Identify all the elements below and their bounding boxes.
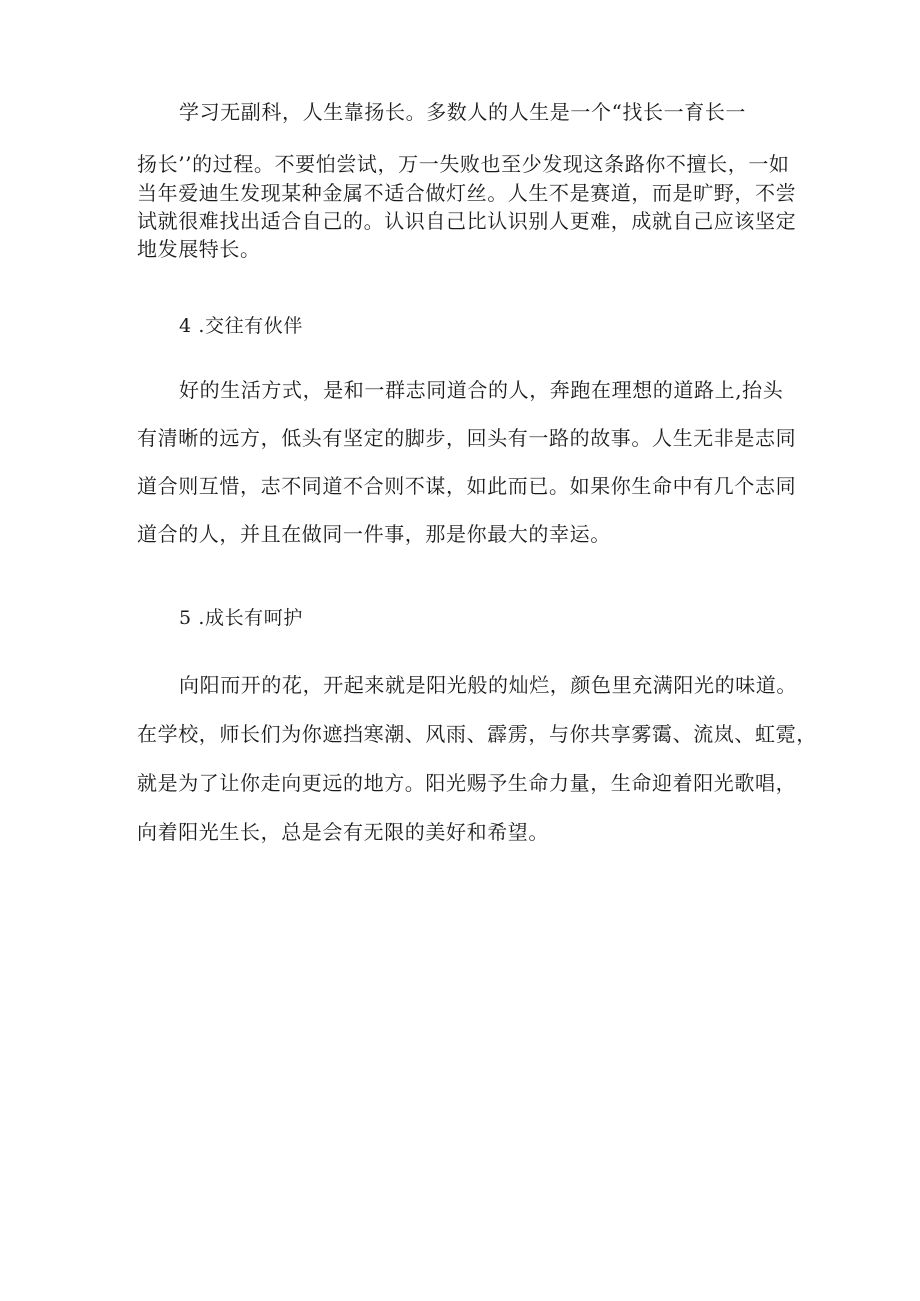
paragraph-2-line-4: 道合的人，并且在做同一件事，那是你最大的幸运。: [137, 522, 611, 546]
paragraph-1-line-1: 学习无副科，人生靠扬长。多数人的人生是一个“找长一育长一: [179, 100, 747, 124]
paragraph-3-line-1: 向阳而开的花，开起来就是阳光般的灿烂，颜色里充满阳光的味道。: [179, 673, 797, 697]
paragraph-1-line-3: 当年爱迪生发现某种金属不适合做灯丝。人生不是赛道，而是旷野，不尝: [137, 181, 797, 205]
paragraph-1-line-4: 试就很难找出适合自己的。认识自己比认识别人更难，成就自己应该坚定: [137, 209, 797, 233]
paragraph-3-line-4: 向着阳光生长，总是会有无限的美好和希望。: [137, 820, 549, 844]
section-heading-5: 5 .成长有呵护: [179, 607, 303, 629]
paragraph-2-line-2: 有清晰的远方，低头有坚定的脚步，回头有一路的故事。人生无非是志同: [137, 426, 797, 450]
paragraph-3-line-2: 在学校，师长们为你遮挡寒潮、风雨、霹雳，与你共享雾霭、流岚、虹霓，: [137, 722, 817, 746]
paragraph-2-line-1: 好的生活方式，是和一群志同道合的人，奔跑在理想的道路上,抬头: [179, 378, 784, 402]
section-heading-4: 4 .交往有伙伴: [179, 315, 303, 337]
paragraph-2-line-3: 道合则互惜，志不同道不合则不谋，如此而已。如果你生命中有几个志同: [137, 474, 797, 498]
paragraph-1-line-2: 扬长’’的过程。不要怕尝试，万一失败也至少发现这条路你不擅长，一如: [137, 152, 790, 176]
paragraph-3-line-3: 就是为了让你走向更远的地方。阳光赐予生命力量，生命迎着阳光歌唱，: [137, 771, 797, 795]
paragraph-1-line-5: 地发展特长。: [137, 237, 261, 261]
